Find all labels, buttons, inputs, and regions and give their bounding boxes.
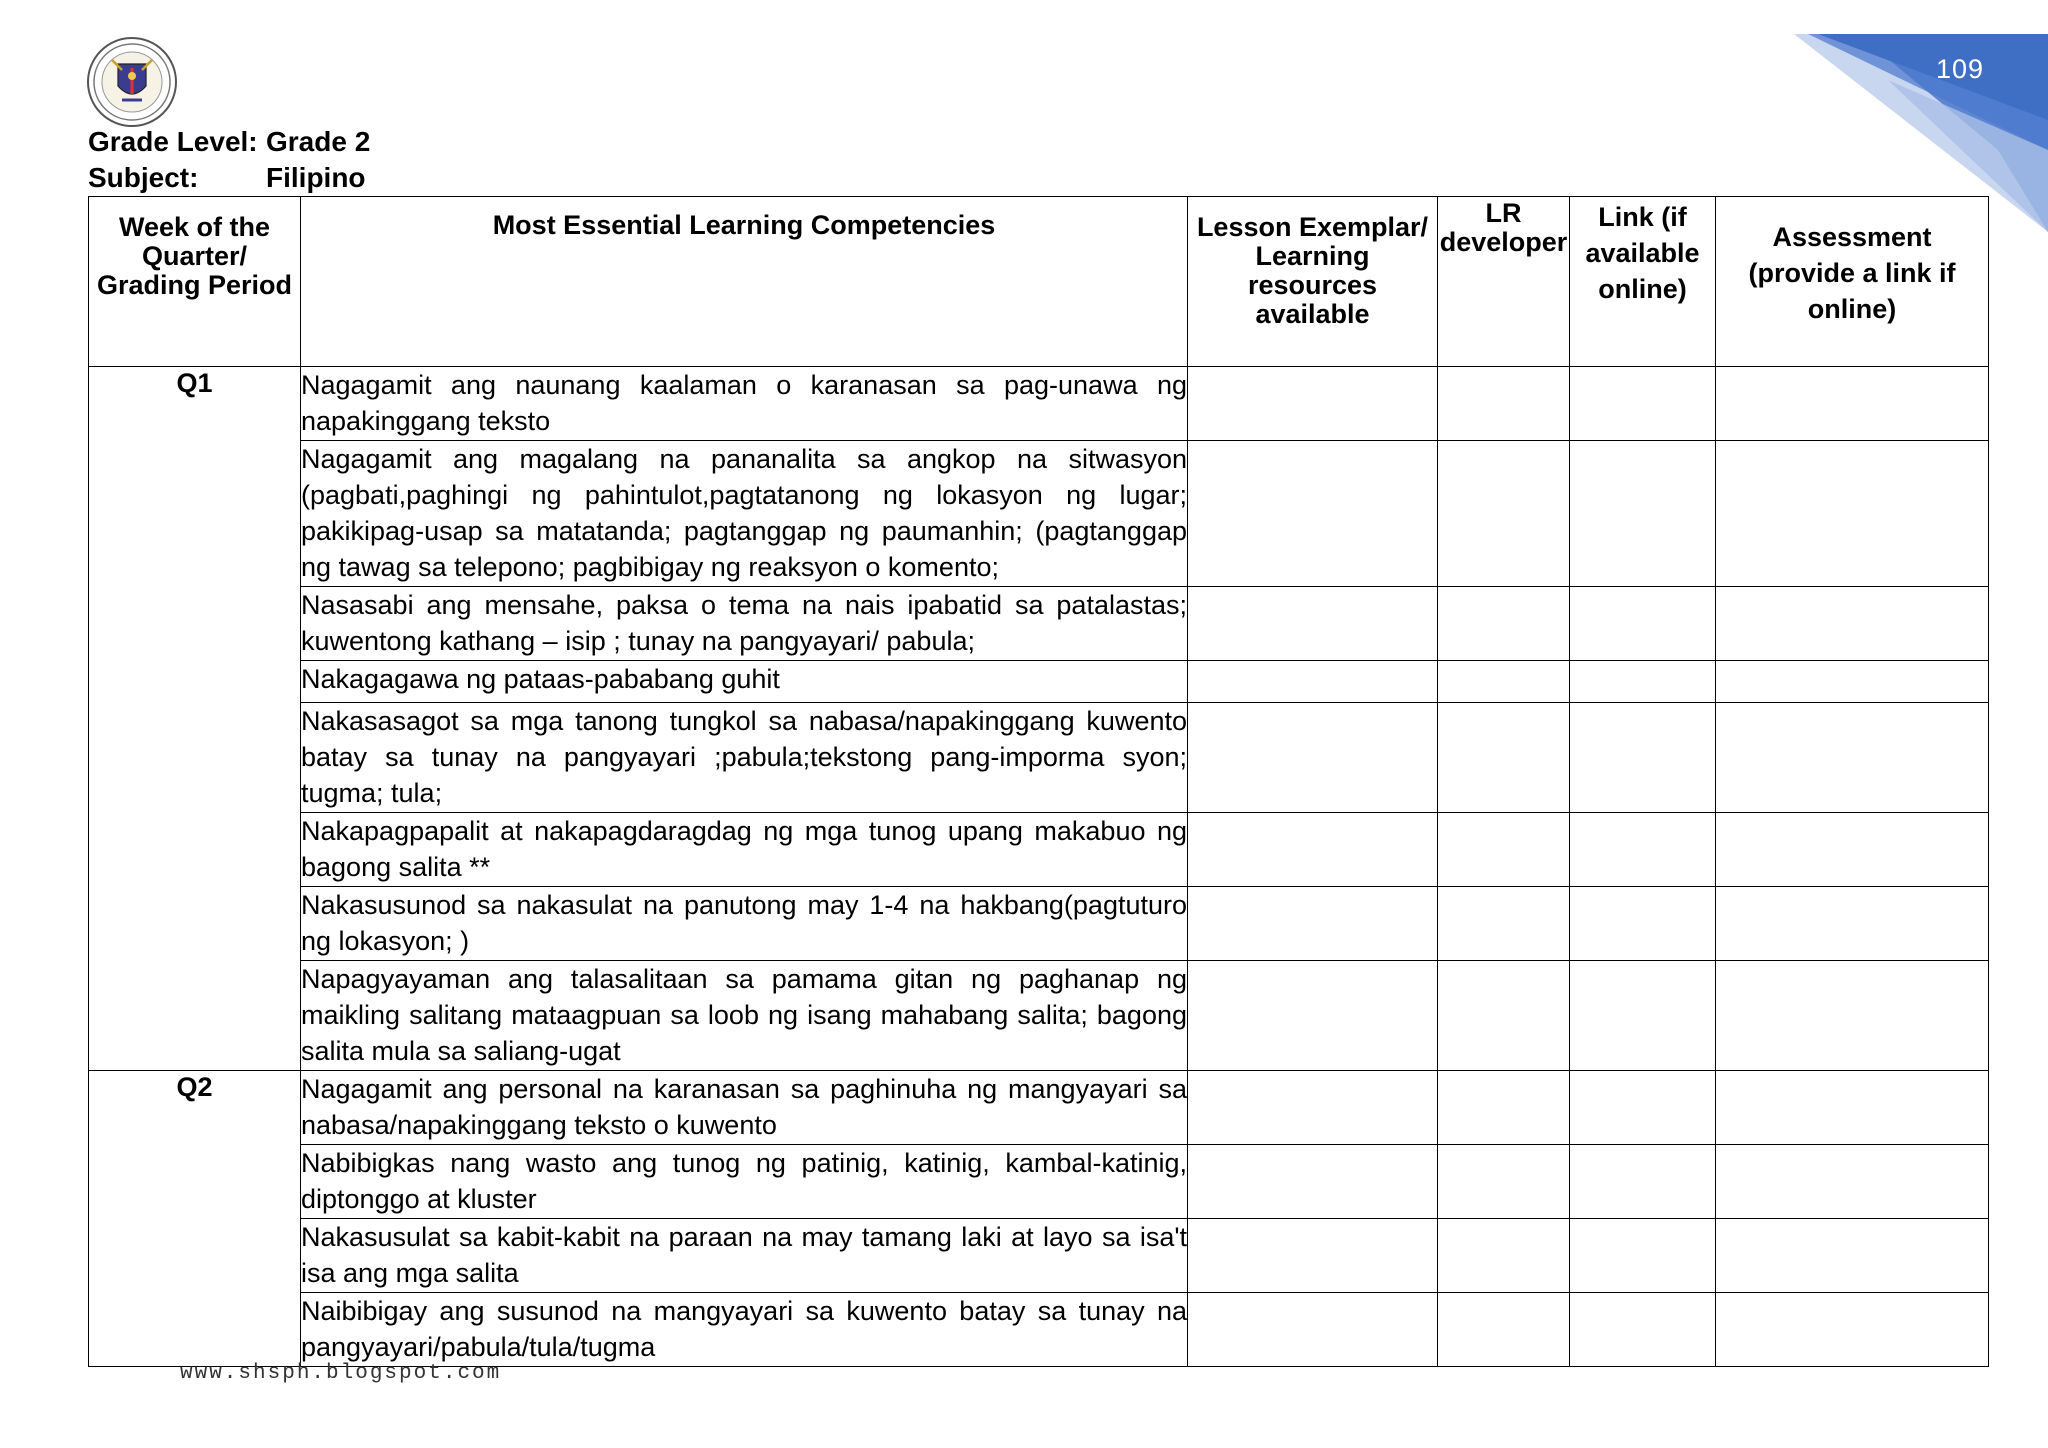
link-cell — [1570, 1219, 1716, 1293]
assessment-cell — [1716, 1293, 1989, 1367]
link-cell — [1570, 887, 1716, 961]
competency-cell: Naibibigay ang susunod na mangyayari sa kuwento batay sa tunay na pangyayari/pabula/tula/tugma — [301, 1293, 1188, 1367]
table-row — [89, 1293, 1989, 1367]
lr-cell — [1438, 587, 1570, 661]
competency-table — [88, 196, 1989, 1367]
competency-cell: Napagyayaman ang talasalitaan sa pamama gitan ng paghanap ng maikling salitang mataagpuan sa loob ng isang mahabang salita; bagong salita mula sa saliang-ugat — [301, 961, 1188, 1071]
lr-cell — [1438, 661, 1570, 703]
col-header-lr-developer: LR developer — [1438, 197, 1570, 367]
lesson-cell — [1188, 661, 1438, 703]
assessment-cell — [1716, 1219, 1989, 1293]
lr-cell — [1438, 1071, 1570, 1145]
table-row — [89, 1071, 1989, 1145]
table-row — [89, 1219, 1989, 1293]
assessment-cell — [1716, 961, 1989, 1071]
header-row — [89, 197, 1989, 367]
deped-seal-icon — [86, 36, 178, 128]
assessment-cell — [1716, 367, 1989, 441]
assessment-cell — [1716, 1071, 1989, 1145]
lr-cell — [1438, 1219, 1570, 1293]
table-row — [89, 661, 1989, 703]
competency-cell: Nakagagawa ng pataas-pababang guhit — [301, 661, 1188, 703]
lesson-cell — [1188, 1145, 1438, 1219]
lr-cell — [1438, 441, 1570, 587]
col-header-week: Week of the Quarter/ Grading Period — [89, 197, 301, 367]
lesson-cell — [1188, 703, 1438, 813]
link-cell — [1570, 813, 1716, 887]
lesson-cell — [1188, 1071, 1438, 1145]
assessment-cell — [1716, 1145, 1989, 1219]
link-cell — [1570, 367, 1716, 441]
col-header-assessment: Assessment (provide a link if online) — [1716, 197, 1989, 367]
lesson-cell — [1188, 887, 1438, 961]
lesson-cell — [1188, 961, 1438, 1071]
grade-level-value: Grade 2 — [266, 126, 371, 157]
lr-cell — [1438, 367, 1570, 441]
col-header-lesson-exemplar: Lesson Exemplar/ Learning resources available — [1188, 197, 1438, 367]
competency-cell: Nakasusulat sa kabit-kabit na paraan na may tamang laki at layo sa isa't isa ang mga salita — [301, 1219, 1188, 1293]
lesson-cell — [1188, 1293, 1438, 1367]
week-cell-q1: Q1 — [89, 367, 301, 1071]
competency-cell: Nagagamit ang naunang kaalaman o karanasan sa pag-unawa ng napakinggang teksto — [301, 367, 1188, 441]
link-cell — [1570, 961, 1716, 1071]
link-cell — [1570, 441, 1716, 587]
lesson-cell — [1188, 1219, 1438, 1293]
lr-cell — [1438, 961, 1570, 1071]
grade-level-label: Grade Level: — [88, 126, 258, 157]
link-cell — [1570, 587, 1716, 661]
competency-cell: Nabibigkas nang wasto ang tunog ng patinig, katinig, kambal-katinig, diptonggo at kluster — [301, 1145, 1188, 1219]
lesson-cell — [1188, 367, 1438, 441]
table-row — [89, 587, 1989, 661]
lr-cell — [1438, 1145, 1570, 1219]
assessment-cell — [1716, 813, 1989, 887]
link-cell — [1570, 1071, 1716, 1145]
competency-cell: Nagagamit ang personal na karanasan sa paghinuha ng mangyayari sa nabasa/napakinggang teksto o kuwento — [301, 1071, 1188, 1145]
assessment-cell — [1716, 661, 1989, 703]
table-row — [89, 367, 1989, 441]
lr-cell — [1438, 1293, 1570, 1367]
link-cell — [1570, 703, 1716, 813]
week-cell-q2: Q2 — [89, 1071, 301, 1367]
link-cell — [1570, 1293, 1716, 1367]
table-row — [89, 813, 1989, 887]
lr-cell — [1438, 887, 1570, 961]
page-number: 109 — [1935, 54, 1984, 84]
col-header-link: Link (if available online) — [1570, 197, 1716, 367]
assessment-cell — [1716, 887, 1989, 961]
lesson-cell — [1188, 441, 1438, 587]
footer-url: www.shsph.blogspot.com — [180, 1362, 502, 1385]
lesson-cell — [1188, 587, 1438, 661]
table-row — [89, 703, 1989, 813]
table-row — [89, 1145, 1989, 1219]
table-row — [89, 887, 1989, 961]
link-cell — [1570, 661, 1716, 703]
lr-cell — [1438, 813, 1570, 887]
competency-cell: Nakasusunod sa nakasulat na panutong may 1-4 na hakbang(pagtuturo ng lokasyon; ) — [301, 887, 1188, 961]
competency-cell: Nakapagpapalit at nakapagdaragdag ng mga tunog upang makabuo ng bagong salita ** — [301, 813, 1188, 887]
assessment-cell — [1716, 587, 1989, 661]
link-cell — [1570, 1145, 1716, 1219]
competency-cell: Nakasasagot sa mga tanong tungkol sa nabasa/napakinggang kuwento batay sa tunay na pangyayari ;pabula;tekstong pang-imporma syon; tugma; tula; — [301, 703, 1188, 813]
lr-cell — [1438, 703, 1570, 813]
col-header-competencies: Most Essential Learning Competencies — [301, 197, 1188, 367]
table-row — [89, 961, 1989, 1071]
competency-cell: Nasasabi ang mensahe, paksa o tema na nais ipabatid sa patalastas; kuwentong kathang – isip ; tunay na pangyayari/ pabula; — [301, 587, 1188, 661]
assessment-cell — [1716, 703, 1989, 813]
document-meta — [88, 124, 370, 196]
subject-label: Subject: — [88, 162, 199, 193]
lesson-cell — [1188, 813, 1438, 887]
competency-cell: Nagagamit ang magalang na pananalita sa angkop na sitwasyon (pagbati,paghingi ng pahintulot,pagtatanong ng lokasyon ng lugar; pakikipag-usap sa matatanda; pagtanggap ng paumanhin; (pagtanggap ng tawag sa telepono; pagbibigay ng reaksyon o komento; — [301, 441, 1188, 587]
subject-value: Filipino — [266, 162, 366, 193]
table-row — [89, 441, 1989, 587]
assessment-cell — [1716, 441, 1989, 587]
